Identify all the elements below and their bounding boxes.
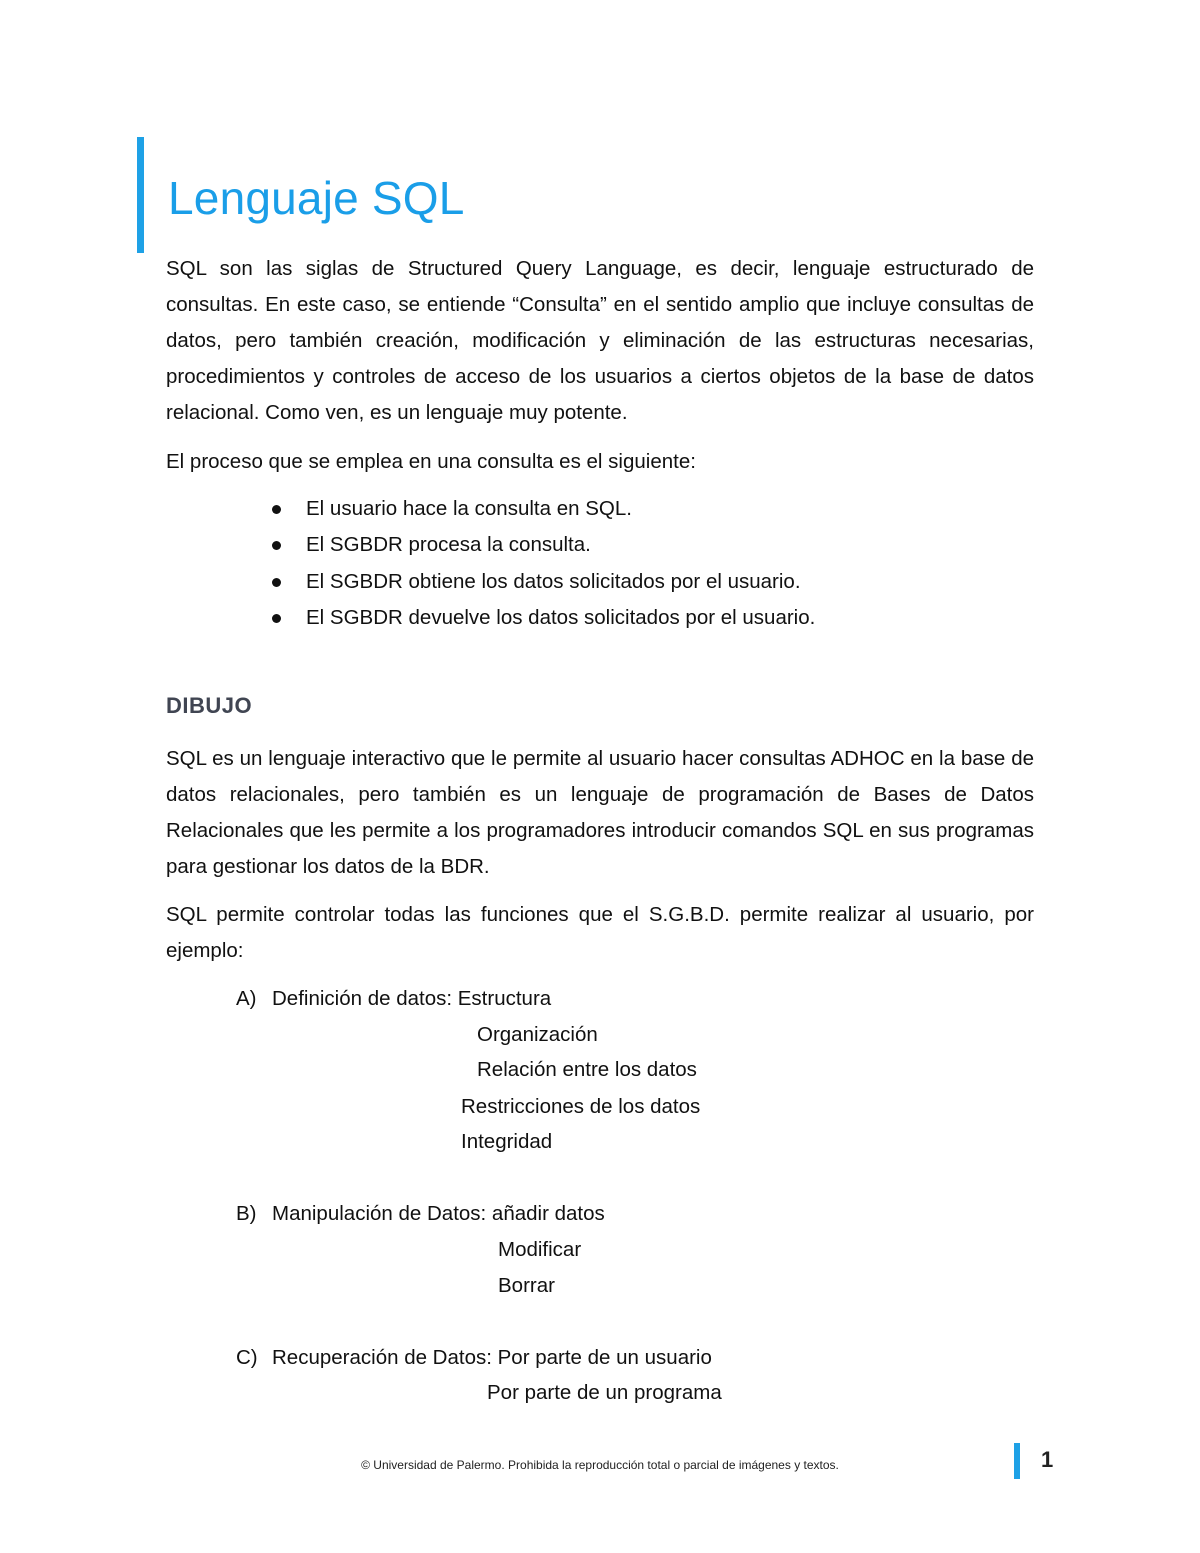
title-accent-bar [137, 137, 144, 253]
list-subitem: Organización [477, 1023, 598, 1046]
list-subitem: Integridad [461, 1130, 553, 1153]
bullet-icon [272, 505, 281, 514]
list-label: Recuperación de Datos: Por parte de un usuario [272, 1346, 712, 1369]
list-subitem: Modificar [498, 1238, 582, 1261]
sql-interactive-paragraph: SQL es un lenguaje interactivo que le permite al usuario hacer consultas ADHOC en la base de datos relacionales, pero también es un lenguaje de programación de Bases de Datos Relacionales que les permite a los programadores introducir comandos SQL en sus programas para gestionar los datos de la BDR. [166, 747, 1034, 878]
list-item: El SGBDR devuelve los datos solicitados por el usuario. [306, 606, 816, 629]
list-marker: A) [236, 987, 257, 1010]
section-heading: DIBUJO [166, 693, 253, 718]
list-label: Manipulación de Datos: añadir datos [272, 1202, 605, 1225]
bullet-icon [272, 614, 281, 623]
list-label: Definición de datos: Estructura [272, 987, 552, 1010]
footer-copyright: © Universidad de Palermo. Prohibida la reproducción total o parcial de imágenes y textos. [361, 1458, 839, 1472]
page-number: 1 [1041, 1447, 1054, 1472]
sql-functions-paragraph: SQL permite controlar todas las funciones que el S.G.B.D. permite realizar al usuario, por ejemplo: [166, 903, 1034, 962]
process-intro: El proceso que se emplea en una consulta es el siguiente: [166, 450, 696, 473]
bullet-icon [272, 541, 281, 550]
page-title: Lenguaje SQL [168, 172, 465, 224]
page-number-accent-bar [1014, 1443, 1020, 1479]
list-marker: C) [236, 1346, 258, 1369]
list-subitem: Borrar [498, 1274, 555, 1297]
intro-paragraph: SQL son las siglas de Structured Query Language, es decir, lenguaje estructurado de consultas. En este caso, se entiende “Consulta” en el sentido amplio que incluye consultas de datos, pero también creación, modificación y eliminación de las estructuras necesarias, procedimientos y controles de acceso de los usuarios a ciertos objetos de la base de datos relacional. Como ven, es un lenguaje muy potente. [166, 257, 1034, 424]
list-subitem: Por parte de un programa [487, 1381, 722, 1404]
list-marker: B) [236, 1202, 257, 1225]
bullet-icon [272, 578, 281, 587]
list-item: El SGBDR procesa la consulta. [306, 533, 591, 556]
list-subitem: Restricciones de los datos [461, 1095, 701, 1118]
list-item: El SGBDR obtiene los datos solicitados por el usuario. [306, 570, 801, 593]
list-item: El usuario hace la consulta en SQL. [306, 497, 632, 520]
list-subitem: Relación entre los datos [477, 1058, 697, 1081]
